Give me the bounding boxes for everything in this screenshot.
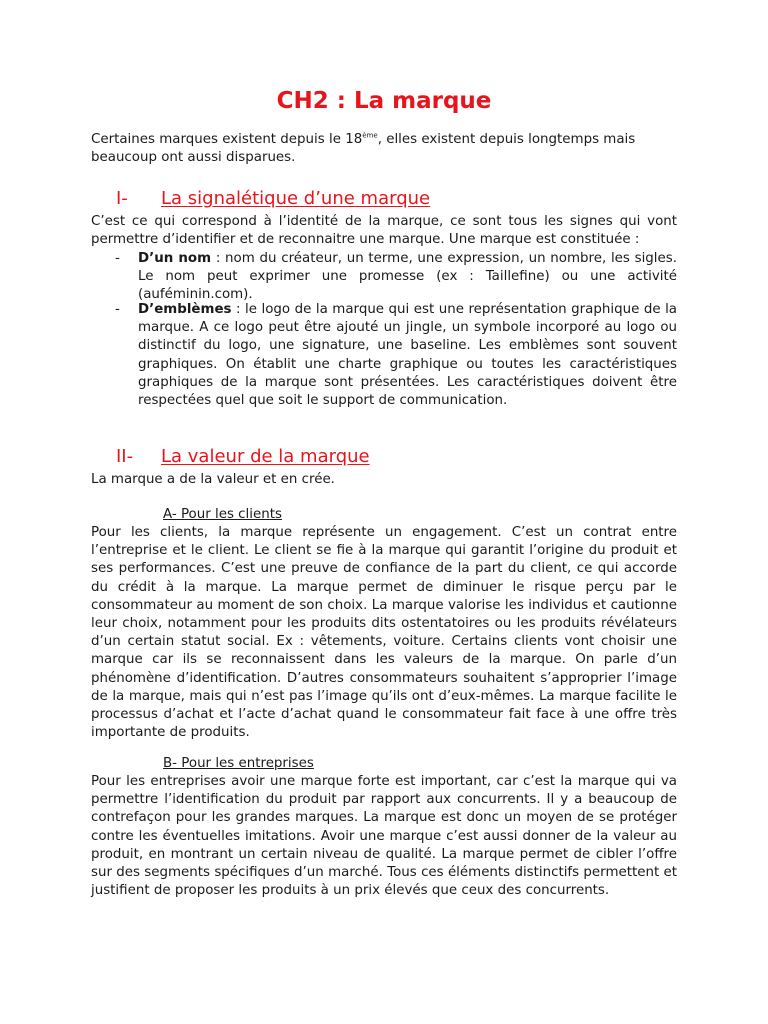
list-item-term: D’un nom xyxy=(138,251,212,266)
subsection-b-heading: B- Pour les entreprises xyxy=(163,756,314,771)
intro-text-end: , elles existent depuis longtemps mais beaucoup ont aussi disparues. xyxy=(91,132,636,166)
bullet-marker: - xyxy=(115,251,120,266)
section-1-intro: C’est ce qui correspond à l’identité de la marque, ce sont tous les signes qui vont permettre d’identifier et de reconnaitre une marque. Une marque est constituée : xyxy=(91,214,677,248)
section-1-title: La signalétique d’une marque xyxy=(161,188,431,209)
list-item-text xyxy=(138,301,677,410)
intro-text-start: Certaines marques existent depuis le 18 xyxy=(91,132,363,147)
section-2-title: La valeur de la marque xyxy=(161,446,370,467)
section-2-number: II- xyxy=(116,446,134,467)
list-item-desc: : le logo de la marque qui est une représentation graphique de la marque. A ce logo peut être ajouté un jingle, un symbole incorporé au logo ou distinctif du logo, une signature, une baseline. Les emblèmes sont souvent graphiques. On établit une charte graphique ou toutes les caractéristiques graphiques de la marque sont présentées. Les caractéristiques doivent être respectées quel que soit le support de communication. xyxy=(138,302,677,409)
subsection-a-heading: A- Pour les clients xyxy=(163,507,282,522)
bullet-marker: - xyxy=(115,302,120,317)
list-item-text xyxy=(138,250,677,305)
section-1-number: I- xyxy=(116,188,128,209)
list-item-nom xyxy=(115,250,677,305)
subsection-a-text: Pour les clients, la marque représente un engagement. C’est un contrat entre l’entreprise et le client. Le client se fie à la marque qui garantit l’origine du produit et ses performances. C’est une preuve de confiance de la part du client, ce qui accorde du crédit à la marque. La marque permet de diminuer le risque perçu par le consommateur au moment de son choix. La marque valorise les individus et cautionne leur choix, notamment pour les produits dits ostentatoires ou les produits révélateurs d’un certain statut social. Ex : vêtements, voiture. Certains clients vont choisir une marque car ils se reconnaissent dans les valeurs de la marque. On parle d’un phénomène d’identification. D’autres consommateurs souhaitent s’approprier l’image de la marque, mais qui n’est pas l’image qu’ils ont d’eux-mêmes. La marque facilite le processus d’achat et l’acte d’achat quand le consommateur fait face à une offre très importante de produits. xyxy=(91,525,677,741)
list-item-desc: : nom du créateur, un terme, une expression, un nombre, les sigles. Le nom peut exprimer une promesse (ex : Taillefine) ou une activité (auféminin.com). xyxy=(138,251,677,303)
page-title: CH2 : La marque xyxy=(276,88,492,114)
section-2-intro: La marque a de la valeur et en crée. xyxy=(91,472,335,487)
intro-paragraph xyxy=(91,131,677,167)
section-2-heading xyxy=(116,445,370,469)
list-item-emblemes xyxy=(115,301,677,410)
intro-superscript: ème xyxy=(362,131,378,140)
list-item-term: D’emblèmes xyxy=(138,302,232,317)
section-1-heading xyxy=(116,187,430,211)
subsection-b-text: Pour les entreprises avoir une marque forte est important, car c’est la marque qui va permettre l’identification du produit par rapport aux concurrents. Il y a beaucoup de contrefaçon pour les grandes marques. La marque est donc un moyen de se protéger contre les éventuelles imitations. Avoir une marque c’est aussi donner de la valeur au produit, en montrant un certain niveau de qualité. La marque permet de cibler l’offre sur des segments spécifiques d’un marché. Tous ces éléments distinctifs permettent et justifient de proposer les produits à un prix élevés que ceux des concurrents. xyxy=(91,774,677,899)
